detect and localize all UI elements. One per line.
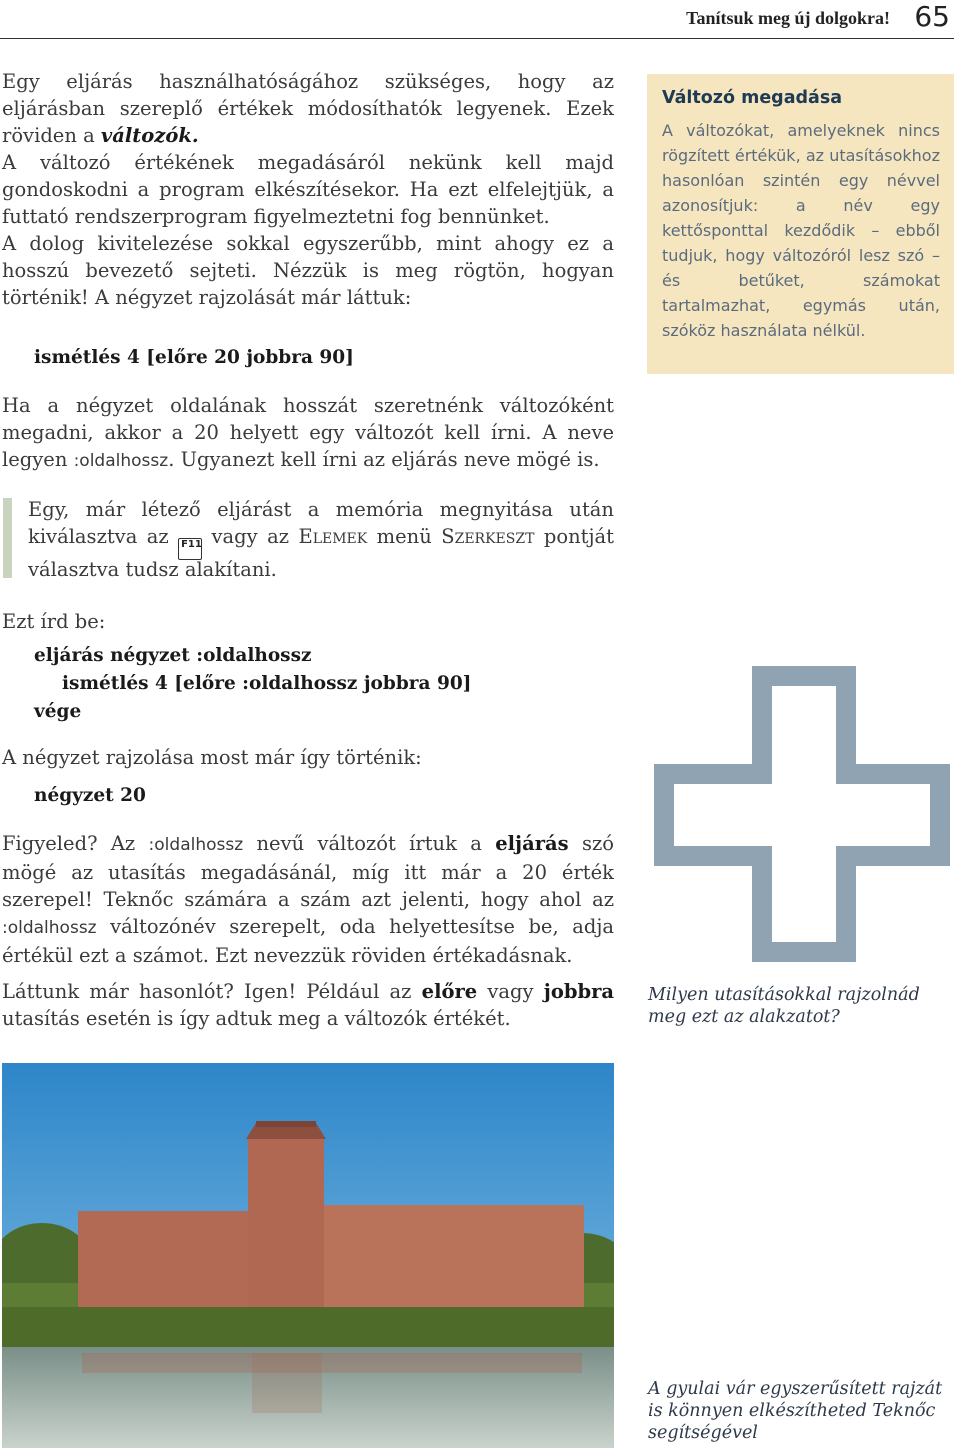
cross-outline (654, 666, 950, 962)
tip-marker-bar (3, 498, 12, 578)
castle-wall-right (322, 1205, 584, 1315)
page-number: 65 (914, 0, 950, 33)
code-line-2: ismétlés 4 [előre :oldalhossz jobbra 90] (62, 673, 472, 694)
sidebar-text: A változókat, amelyeknek nincs rögzített értékük, az utasításokhoz hasonlóan szintén egy névvel azonosítjuk: a név egy kettősponttal kezdődik – ebből tudjuk, hogy változóról lesz szó – és betűket, számokat tartalmazhat, egymás után, szóköz használata nélkül. (662, 121, 940, 340)
sidebar-title: Változó megadása (662, 88, 843, 108)
observe-paragraph: Figyeled? Az :oldalhossz nevű változót írtuk a eljárás szó mögé az utasítás megadásánál, míg itt már a 20 érték szerepel! Teknőc számára a szám azt jelenti, hogy ahol az :oldalhossz változónév szerepelt, oda helyettesítse be, adja értékül ezt a számot. Ezt nevezzük röviden értékadásnak. (2, 832, 614, 967)
f11-key-icon: F11 (178, 538, 202, 560)
castle-caption: A gyulai vár egyszerűsített rajzát is könnyen elkészítheted Teknőc segítségével (648, 1379, 943, 1443)
term-valtozok: változók. (100, 124, 199, 147)
code-square-call: négyzet 20 (34, 785, 146, 806)
menu-item-szerkeszt: Szerkeszt (441, 525, 535, 548)
cross-figure (652, 664, 952, 964)
intro-paragraph-1: Egy eljárás használhatóságához szükséges, hogy az eljárásban szereplő értékek módosíthatók legyenek. Ezek röviden a változók. (2, 70, 614, 147)
intro-paragraph-3: A dolog kivitelezése sokkal egyszerűbb, mint ahogy ez a hosszú bevezető sejteti. Nézzük is meg rögtön, hogyan történik! A négyzet rajzolását már láttuk: (2, 232, 614, 309)
castle-photo (2, 1063, 614, 1448)
header-rule (0, 38, 954, 39)
tip-paragraph: Egy, már létező eljárást a memória megnyitása után kiválasztva az F11 vagy az Elemek menü Szerkeszt pontját választva tudsz alakítani. (28, 498, 614, 581)
cross-caption: Milyen utasításokkal rajzolnád meg ezt az alakzatot? (648, 985, 920, 1027)
running-header-title: Tanítsuk meg új dolgokra! (686, 8, 890, 28)
castle-wall-left (78, 1211, 253, 1311)
variable-paragraph: Ha a négyzet oldalának hosszát szeretnénk változóként megadni, akkor a 20 helyett egy változót kell írni. A neve legyen :oldalhossz. Ugyanezt kell írni az eljárás neve mögé is. (2, 394, 614, 471)
code-procedure-block (34, 642, 471, 726)
menu-elemek: Elemek (298, 525, 368, 548)
sidebar-box (647, 74, 954, 374)
code-line-1: eljárás négyzet :oldalhossz (34, 645, 312, 666)
variable-name-inline: :oldalhossz (73, 451, 169, 471)
intro-paragraph-2: A változó értékének megadásáról nekünk kell majd gondoskodni a program elkészítésekor. Ha ezt elfelejtjük, a futtató rendszerprogram figyelmeztetni fog bennünket. (2, 151, 614, 228)
enter-label: Ezt írd be: (2, 610, 106, 633)
intro-block (2, 68, 614, 311)
castle-tower (248, 1135, 324, 1320)
now-label: A négyzet rajzolása most már így történik: (2, 746, 422, 769)
similar-paragraph: Láttunk már hasonlót? Igen! Például az előre vagy jobbra utasítás esetén is így adtuk meg a változók értékét. (2, 980, 615, 1030)
code-line-3: vége (34, 701, 82, 722)
code-repeat-square: ismétlés 4 [előre 20 jobbra 90] (34, 347, 354, 368)
